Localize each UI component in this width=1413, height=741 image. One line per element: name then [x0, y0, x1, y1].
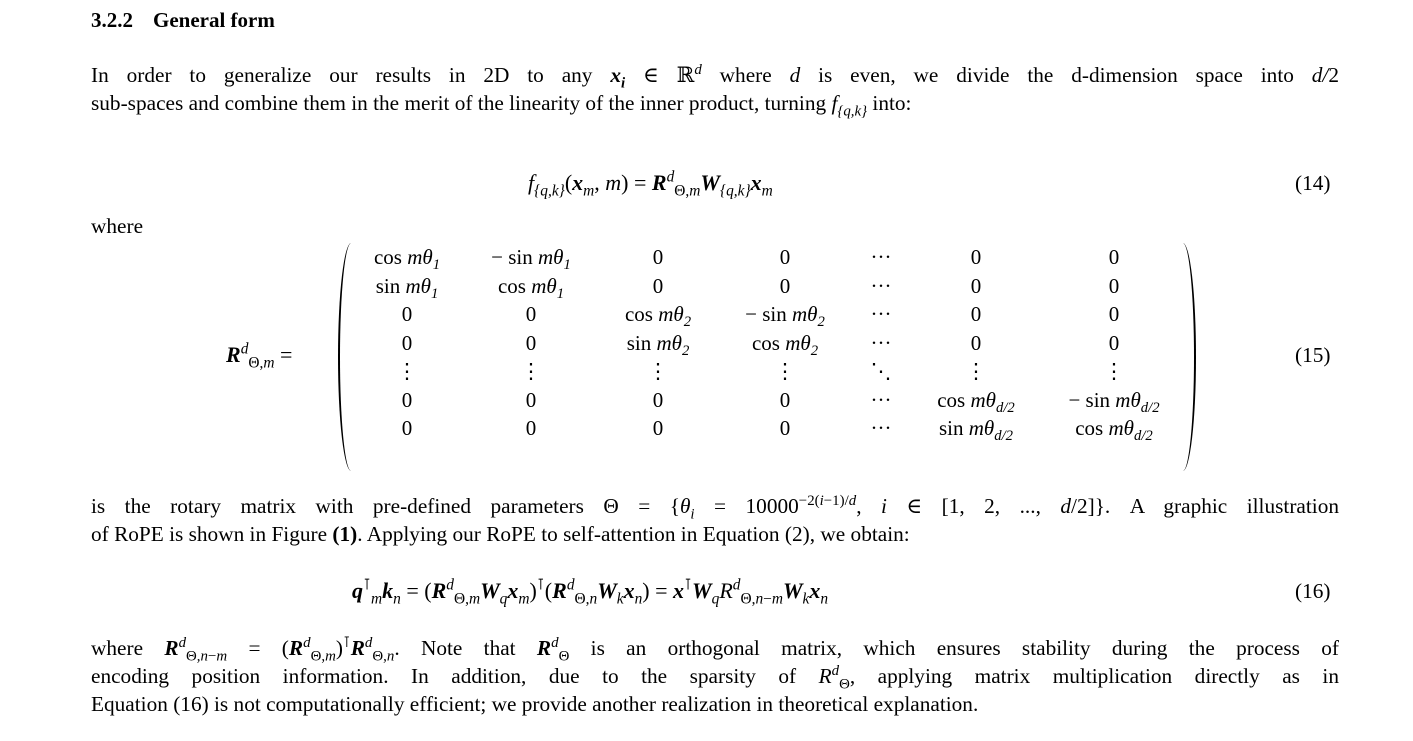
matrix-cell: $\sin m\theta_{d/2}$ — [938, 416, 1014, 445]
matrix-cell: 0 — [970, 330, 982, 355]
equation-16: $q^⊺_mk_n = (R^d_{\Theta,m}W_qx_m)^⊺(R^d_{\Theta,n}W_kx_n) = x^⊺W_qR^d_{\Theta,n-m}W_kx_n$ — [352, 576, 829, 608]
matrix-cell: 0 — [525, 330, 537, 355]
matrix-cell: 0 — [779, 387, 791, 412]
matrix-cell: ⋮ — [1103, 359, 1125, 384]
rotary-matrix — [338, 243, 1196, 471]
math-theta-def: $\Theta = \{\theta_i = 10000^{-2(i-1)/d}$, i ∈ [1, 2, ..., d/2]} — [603, 492, 1105, 523]
matrix-cell: 0 — [1108, 302, 1120, 327]
matrix-cell: 0 — [652, 416, 664, 441]
section-number: 3.2.2 — [91, 8, 133, 32]
matrix-cell: $\cos m\theta_2$ — [624, 302, 692, 331]
equation-14-number: (14) — [1295, 171, 1331, 195]
intro-line-2: sub-spaces and combine them in the merit of the linearity of the inner product, turning $f_{\{q,k\}}$ into: — [91, 91, 912, 120]
math-xi: $x_i$ — [610, 63, 626, 92]
matrix-cell: $\cos m\theta_1$ — [373, 245, 441, 274]
matrix-cell: 0 — [525, 416, 537, 441]
where-label: where — [91, 214, 144, 238]
matrix-cell: ⋮ — [396, 359, 418, 384]
matrix-row — [348, 386, 1188, 415]
matrix-cell: $\sin m\theta_2$ — [626, 330, 690, 359]
matrix-cell: 0 — [652, 245, 664, 270]
matrix-cell: ··· — [870, 273, 892, 298]
matrix-cell: 0 — [525, 302, 537, 327]
matrix-cell: 0 — [401, 387, 413, 412]
matrix-cell: ⋮ — [774, 359, 796, 384]
orthogonal-line-2: encoding position information. In addition, due to the sparsity of $R^d_\Theta$, applying matrix multiplication directly as in — [91, 662, 1340, 693]
matrix-cell: 0 — [652, 387, 664, 412]
matrix-cell: $\cos m\theta_1$ — [497, 273, 565, 302]
matrix-row — [348, 272, 1188, 301]
matrix-cell: ··· — [870, 416, 892, 441]
matrix-row — [348, 414, 1188, 443]
matrix-cell: $\cos m\theta_{d/2}$ — [1075, 416, 1153, 445]
matrix-cell: ··· — [870, 330, 892, 355]
equation-15-lhs: $R^d_{\Theta,m}$ = — [226, 340, 293, 372]
matrix-cell: 0 — [1108, 273, 1120, 298]
matrix-cell: ··· — [870, 387, 892, 412]
matrix-cell: $\sin m\theta_1$ — [375, 273, 439, 302]
matrix-row — [348, 300, 1188, 329]
matrix-cell: 0 — [401, 330, 413, 355]
matrix-cell: 0 — [779, 416, 791, 441]
math-d: d — [789, 63, 801, 87]
matrix-cell: ⋱ — [870, 359, 892, 384]
matrix-cell: ⋮ — [647, 359, 669, 384]
orthogonal-line-1: where $R^d_{\Theta,n-m} = (R^d_{\Theta,m})^⊺R^d_{\Theta,n}$. Note that $R^d_\Theta$ is an orthogonal matrix, which ensures stability during the process of — [91, 634, 1339, 665]
matrix-cell: 0 — [779, 273, 791, 298]
matrix-cell: 0 — [970, 273, 982, 298]
matrix-cell: 0 — [970, 302, 982, 327]
matrix-cell: 0 — [652, 273, 664, 298]
matrix-cell: 0 — [779, 245, 791, 270]
matrix-cell: − $\sin m\theta_2$ — [745, 302, 825, 331]
math-f-qk: $f_{\{q,k\}}$ — [831, 91, 868, 120]
matrix-cell: ··· — [870, 302, 892, 327]
matrix-row — [348, 329, 1188, 358]
matrix-table — [348, 243, 1188, 443]
matrix-cell: ⋮ — [965, 359, 987, 384]
matrix-cell: 0 — [970, 245, 982, 270]
math-r-n-minus-m: $R^d_{\Theta,n-m} = (R^d_{\Theta,m})^⊺R^d_{\Theta,n}$ — [164, 634, 395, 665]
matrix-cell: 0 — [1108, 330, 1120, 355]
matrix-cell: ⋮ — [520, 359, 542, 384]
matrix-cell: ··· — [870, 245, 892, 270]
paragraph-intro — [91, 61, 1339, 120]
equation-15-number: (15) — [1295, 343, 1331, 367]
matrix-cell: 0 — [525, 387, 537, 412]
section-title: General form — [153, 8, 275, 32]
right-parenthesis — [1174, 243, 1196, 471]
matrix-cell: − $\sin m\theta_1$ — [491, 245, 571, 274]
orthogonal-line-3: Equation (16) is not computationally efficient; we provide another realization in theoretical explanation. — [91, 692, 979, 716]
matrix-cell: − $\sin m\theta_{d/2}$ — [1068, 387, 1160, 416]
math-r-theta-sparse: $R^d_\Theta$ — [818, 662, 850, 693]
matrix-row — [348, 243, 1188, 272]
equation-16-number: (16) — [1295, 579, 1331, 603]
equation-14: $f_{\{q,k\}}(x_m$, $m) = R^d_{\Theta,m}W_{\{q,k\}}x_m$ — [528, 168, 773, 200]
math-d-half: d/ — [1311, 63, 1329, 87]
matrix-cell: 0 — [401, 302, 413, 327]
rotary-line-2: of RoPE is shown in Figure (1). Applying our RoPE to self-attention in Equation (2), we obtain: — [91, 522, 910, 546]
section-heading — [91, 8, 275, 33]
paragraph-orthogonal — [91, 634, 1339, 718]
rotary-line-1: is the rotary matrix with pre-defined parameters $\Theta = \{\theta_i = 10000^{-2(i-1)/d}$, i ∈ [1, 2, ..., d/2]}. A graphic illustration — [91, 492, 1340, 523]
matrix-cell: 0 — [401, 416, 413, 441]
matrix-cell: 0 — [1108, 245, 1120, 270]
intro-line-1: In order to generalize our results in 2D to any $x_i$ ∈ ℝ$^d$ where d is even, we divide the d-dimension space into d/2 — [91, 61, 1339, 92]
figure-reference[interactable]: (1) — [332, 522, 358, 546]
matrix-cell: $\cos m\theta_2$ — [751, 330, 819, 359]
math-r-theta: $R^d_\Theta$ — [536, 634, 570, 665]
matrix-cell: $\cos m\theta_{d/2}$ — [937, 387, 1015, 416]
matrix-row — [348, 357, 1188, 386]
paragraph-rotary — [91, 492, 1339, 548]
